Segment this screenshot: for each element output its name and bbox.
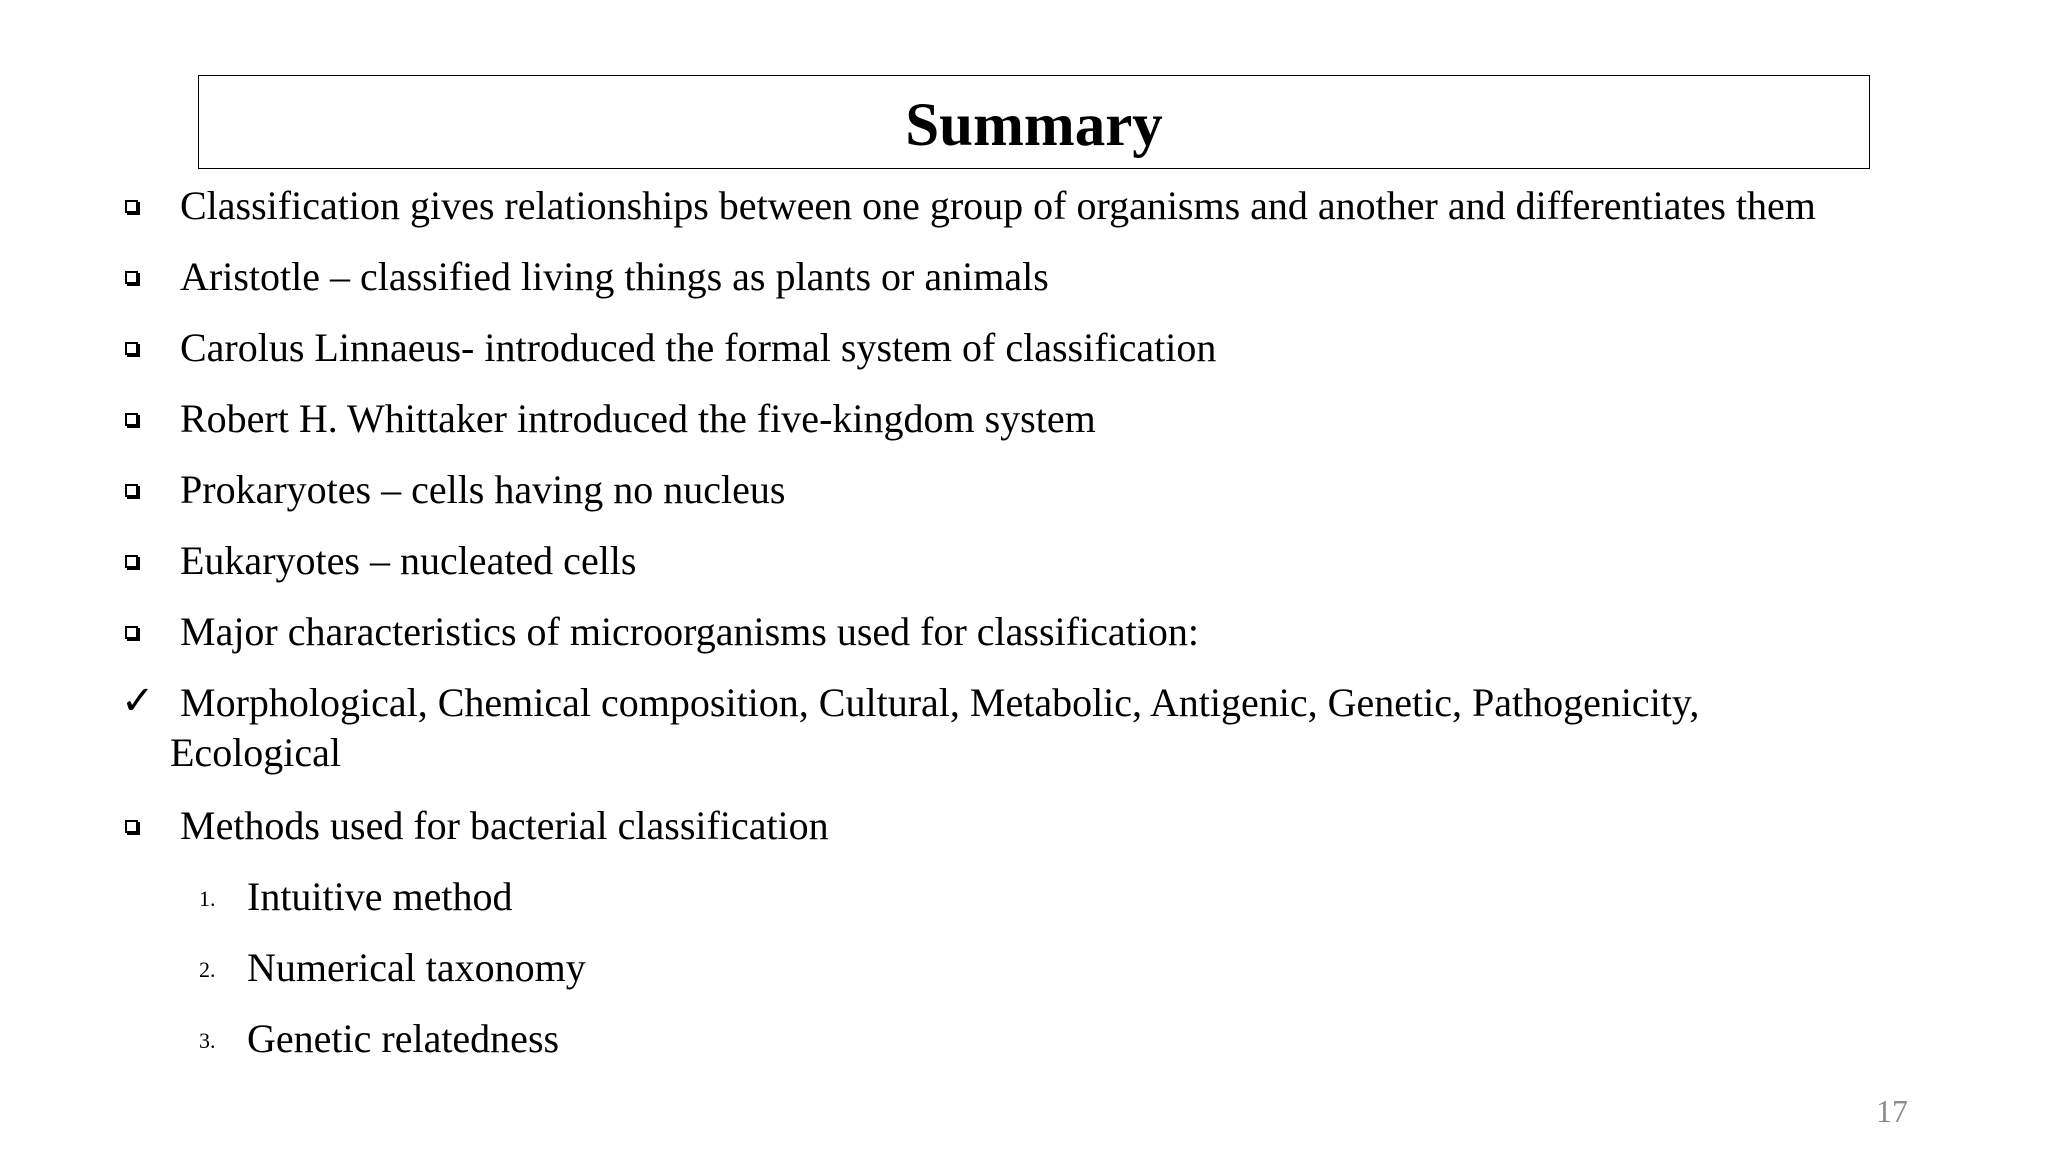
list-item-text-line2: Ecological xyxy=(170,730,342,775)
page-number: 17 xyxy=(1876,1093,1908,1129)
list-item-text: Methods used for bacterial classification xyxy=(180,803,829,848)
square-bullet-icon xyxy=(125,342,138,355)
numbered-item-text: Intuitive method xyxy=(247,874,513,919)
item-number: 1. xyxy=(199,886,216,911)
item-number: 2. xyxy=(199,957,216,982)
list-item-text: Aristotle – classified living things as plants or animals xyxy=(180,254,1049,299)
checkmark-icon: ✓ xyxy=(121,678,155,724)
list-item-text-line1: Morphological, Chemical composition, Cultural, Metabolic, Antigenic, Genetic, Pathogenicity, xyxy=(180,680,1700,725)
list-item xyxy=(0,677,2048,787)
square-bullet-icon xyxy=(125,820,138,833)
list-item-text: Major characteristics of microorganisms used for classification: xyxy=(180,609,1199,654)
slide-title: Summary xyxy=(905,91,1163,159)
list-item-text: Carolus Linnaeus- introduced the formal system of classification xyxy=(180,325,1217,370)
list-item-text: Classification gives relationships between one group of organisms and another and differentiates them xyxy=(180,183,1816,228)
list-item-text: Robert H. Whittaker introduced the five-kingdom system xyxy=(180,396,1096,441)
square-bullet-icon xyxy=(125,413,138,426)
numbered-item-text: Numerical taxonomy xyxy=(247,945,586,990)
list-item-text: Eukaryotes – nucleated cells xyxy=(180,538,637,583)
numbered-item-text: Genetic relatedness xyxy=(247,1016,560,1061)
square-bullet-icon xyxy=(125,555,138,568)
list-item-text: Prokaryotes – cells having no nucleus xyxy=(180,467,786,512)
square-bullet-icon xyxy=(125,626,138,639)
square-bullet-icon xyxy=(125,200,138,213)
square-bullet-icon xyxy=(125,271,138,284)
square-bullet-icon xyxy=(125,484,138,497)
item-number: 3. xyxy=(199,1028,216,1053)
